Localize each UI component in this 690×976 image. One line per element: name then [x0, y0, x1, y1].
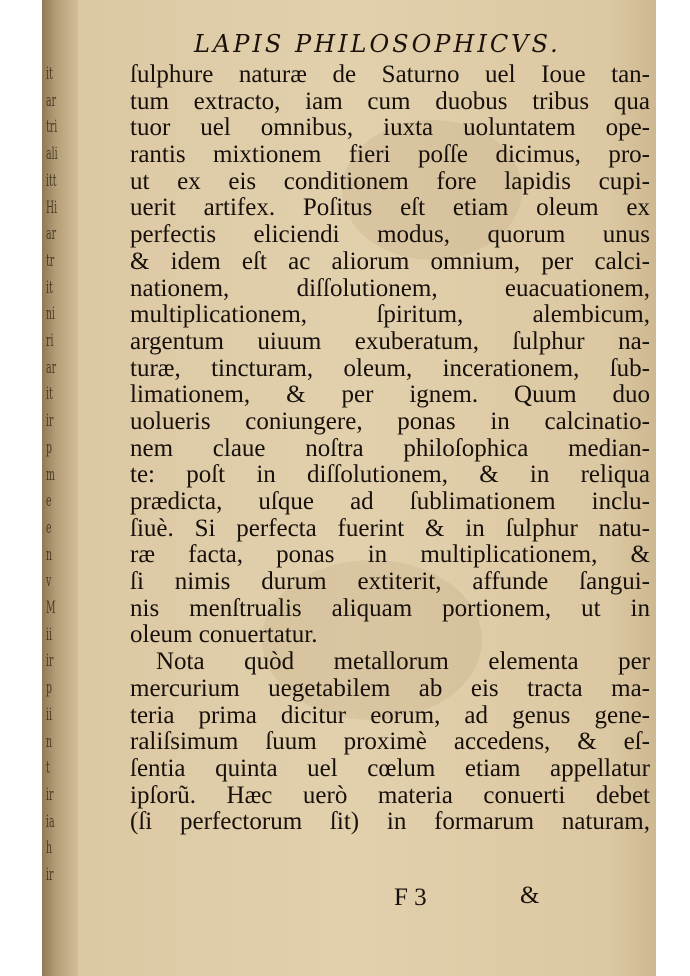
text-line: oleum conuertatur.: [130, 621, 318, 649]
gutter-fragment: h: [46, 838, 53, 859]
gutter-fragment: it: [46, 277, 53, 298]
signature-mark: F 3: [394, 884, 427, 911]
gutter-fragment: ar: [46, 357, 57, 378]
gutter-fragment: ir: [46, 784, 54, 805]
text-line: raliſsimum ſuum proximè accedens, & eſ-: [130, 728, 650, 756]
gutter-fragment: e: [46, 491, 52, 512]
text-line: ræ facta, ponas in multiplicationem, &: [130, 541, 650, 569]
page-footer: [42, 884, 656, 914]
gutter-fragment: ni: [46, 304, 56, 325]
gutter-fragment: n: [46, 544, 53, 565]
text-line: argentum uiuum exuberatum, ſulphur na-: [130, 327, 650, 355]
gutter-fragment: e: [46, 517, 52, 538]
text-line: tuor uel omnibus, iuxta uoluntatem ope-: [130, 114, 650, 142]
facing-page-gutter: [42, 0, 78, 976]
text-line: uolueris coniungere, ponas in calcinatio-: [130, 407, 650, 435]
body-text: [130, 62, 650, 836]
running-head: LAPIS PHILOSOPHICVS.: [194, 30, 561, 58]
gutter-fragment: n: [46, 731, 53, 752]
gutter-fragment: m: [46, 464, 55, 485]
gutter-fragment: t: [46, 758, 50, 779]
text-line: limationem, & per ignem. Quum duo: [130, 381, 650, 409]
gutter-fragment: M: [46, 598, 56, 618]
text-line: ipſorũ. Hæc uerò materia conuerti debet: [130, 781, 650, 809]
gutter-fragment: it: [46, 384, 53, 405]
text-line: multiplicationem, ſpiritum, alembicum,: [130, 301, 650, 329]
gutter-fragment: Hi: [46, 197, 58, 218]
text-line: turæ, tincturam, oleum, incerationem, ſub-: [130, 354, 650, 382]
gutter-fragment: v: [46, 571, 52, 592]
gutter-fragment: ir: [46, 411, 54, 432]
gutter-fragment: p: [46, 678, 52, 699]
text-line: & idem eſt ac aliorum omnium, per calci-: [130, 247, 650, 275]
gutter-fragment: ir: [46, 651, 54, 672]
gutter-fragment: ia: [46, 811, 55, 832]
text-line: teria prima dicitur eorum, ad genus gene-: [130, 701, 650, 729]
gutter-fragment: it: [46, 64, 53, 84]
gutter-fragment: ii: [46, 704, 52, 725]
text-line: rantis mixtionem fieri poſſe dicimus, pro-: [130, 141, 650, 169]
text-line: mercurium uegetabilem ab eis tracta ma-: [130, 674, 650, 702]
gutter-fragment: ir: [46, 865, 54, 885]
text-line: prædicta, uſque ad ſublimationem inclu-: [130, 488, 650, 515]
text-line: ut ex eis conditionem fore lapidis cupi-: [130, 167, 650, 195]
gutter-fragment: ri: [46, 331, 54, 351]
gutter-fragment: p: [46, 437, 52, 458]
gutter-fragment: tri: [46, 117, 58, 138]
gutter-fragment: itt: [46, 170, 57, 191]
gutter-fragment: tr: [46, 250, 55, 271]
text-line: nationem, diſſolutionem, euacuationem,: [130, 274, 650, 302]
book-page: [42, 0, 656, 976]
gutter-fragment: ar: [46, 90, 57, 111]
text-line: ſi nimis durum extiterit, affunde ſangui-: [130, 568, 650, 596]
text-line: ſulphure naturæ de Saturno uel Ioue tan-: [130, 61, 650, 88]
gutter-fragment: ii: [46, 624, 52, 645]
text-line: (ſi perfectorum ſit) in formarum naturam,: [130, 808, 650, 836]
text-line: ſiuè. Si perfecta fuerint & in ſulphur natu-: [130, 514, 650, 542]
gutter-fragment: ali: [46, 144, 58, 165]
text-line: uerit artifex. Poſitus eſt etiam oleum ex: [130, 194, 650, 222]
text-line: nis menſtrualis aliquam portionem, ut in: [130, 594, 650, 622]
catchword: &: [520, 882, 540, 909]
text-line: tum extracto, iam cum duobus tribus qua: [130, 87, 650, 115]
text-line: nem claue noſtra philoſophica median-: [130, 434, 650, 462]
gutter-fragment: ar: [46, 224, 57, 245]
text-line: ſentia quinta uel cœlum etiam appellatur: [130, 754, 650, 782]
text-line-paragraph-start: Nota quòd metallorum elementa per: [156, 648, 650, 676]
text-line: perfectis eliciendi modus, quorum unus: [130, 221, 650, 249]
text-line: te: poſt in diſſolutionem, & in reliqua: [130, 461, 650, 489]
